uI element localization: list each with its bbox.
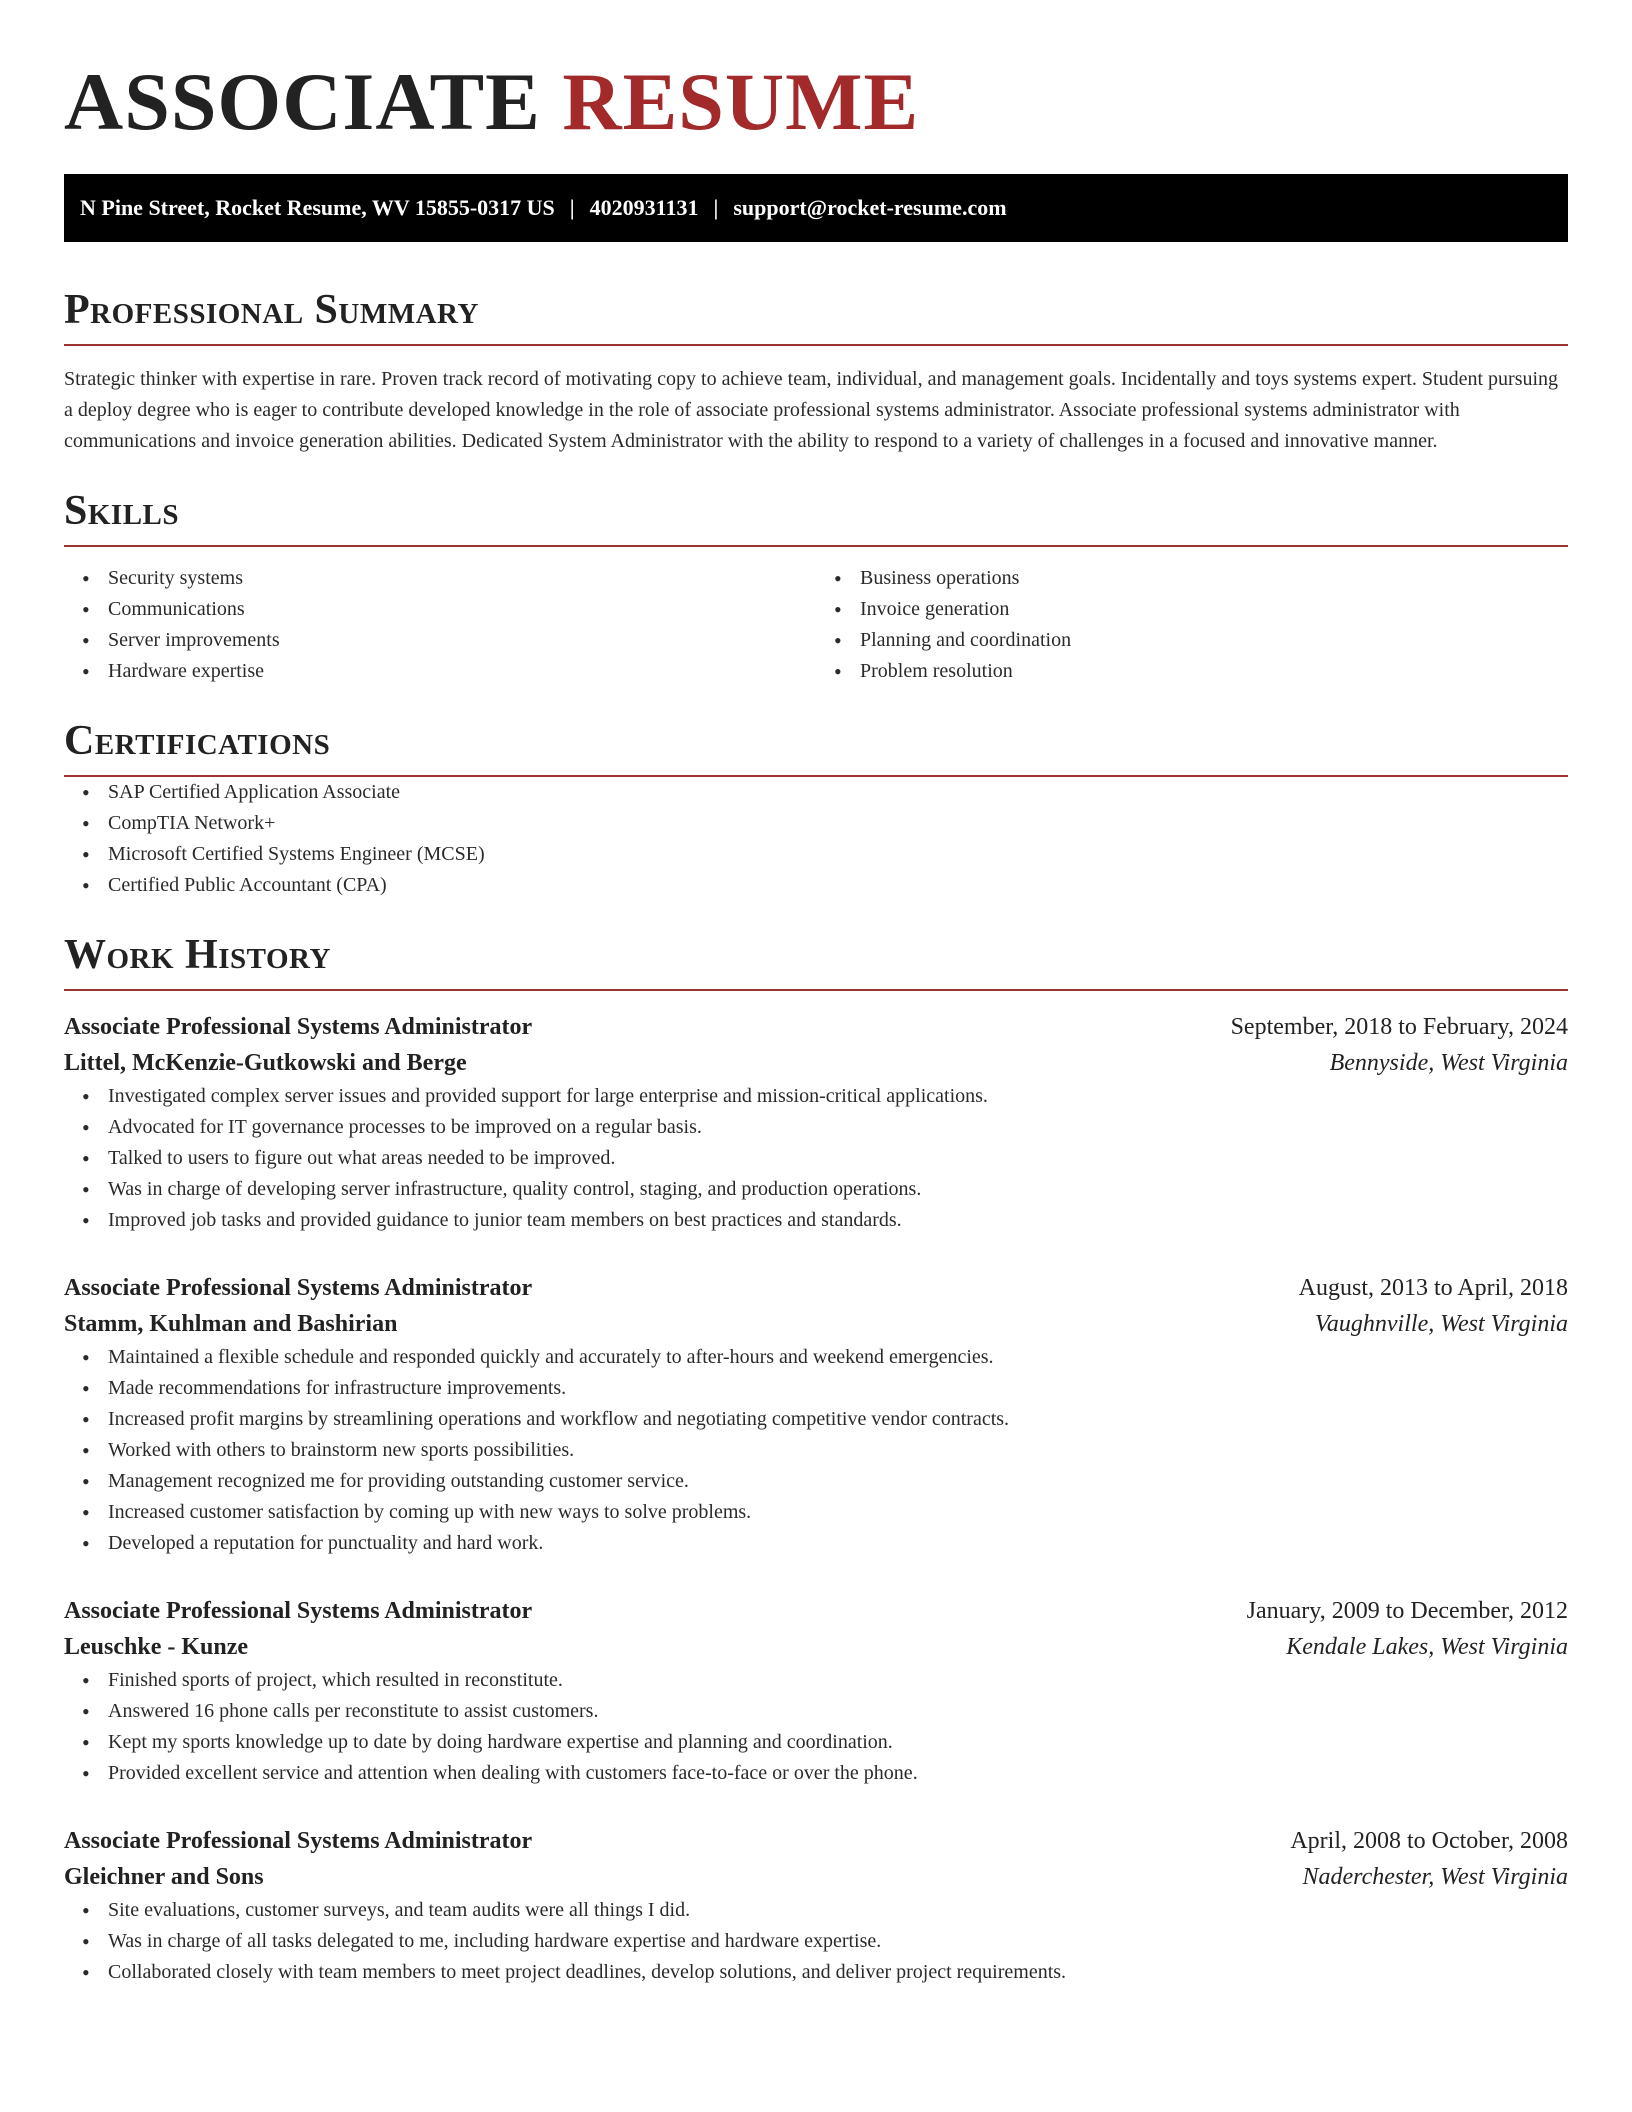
- job-bullet: • Talked to users to figure out what areas needed to be improved.: [64, 1143, 1568, 1174]
- contact-address: N Pine Street, Rocket Resume, WV 15855-0317 US: [80, 195, 555, 220]
- name-second: RESUME: [562, 56, 920, 147]
- job-bullet: • Increased profit margins by streamlining operations and workflow and negotiating competitive vendor contracts.: [64, 1404, 1568, 1435]
- job-entry: [64, 1009, 1568, 1236]
- skill-item: • Business operations: [816, 563, 1568, 594]
- job-header-row: [64, 1593, 1568, 1629]
- skill-item: • Communications: [64, 594, 816, 625]
- certifications-list: [64, 777, 1568, 901]
- job-bullet: • Improved job tasks and provided guidance to junior team members on best practices and standards.: [64, 1205, 1568, 1236]
- skills-list-left: [64, 563, 816, 687]
- contact-phone: 4020931131: [589, 195, 699, 220]
- job-header-row: [64, 1823, 1568, 1859]
- job-company: Gleichner and Sons: [64, 1864, 264, 1890]
- skills-heading: Skills: [64, 485, 1568, 547]
- job-bullets: [64, 1081, 1568, 1236]
- job-title: Associate Professional Systems Administrator: [64, 1014, 533, 1040]
- name-first: ASSOCIATE: [64, 56, 541, 147]
- job-location: Bennyside, West Virginia: [1329, 1050, 1568, 1076]
- job-bullet: • Answered 16 phone calls per reconstitute to assist customers.: [64, 1696, 1568, 1727]
- job-header-row: [64, 1009, 1568, 1045]
- skill-item: • Invoice generation: [816, 594, 1568, 625]
- job-dates: August, 2013 to April, 2018: [1298, 1275, 1568, 1301]
- job-title: Associate Professional Systems Administrator: [64, 1275, 533, 1301]
- job-bullet: • Made recommendations for infrastructure improvements.: [64, 1373, 1568, 1404]
- job-bullets: [64, 1342, 1568, 1559]
- certification-item: • Microsoft Certified Systems Engineer (MCSE): [64, 839, 1568, 870]
- job-company-row: [64, 1306, 1568, 1342]
- job-bullets: [64, 1895, 1568, 1988]
- certification-item: • SAP Certified Application Associate: [64, 777, 1568, 808]
- skills-column-left: [64, 563, 816, 687]
- job-company-row: [64, 1859, 1568, 1895]
- job-bullet: • Maintained a flexible schedule and responded quickly and accurately to after-hours and weekend emergencies.: [64, 1342, 1568, 1373]
- contact-separator: |: [713, 195, 719, 220]
- job-location: Vaughnville, West Virginia: [1314, 1311, 1568, 1337]
- job-bullet: • Was in charge of developing server infrastructure, quality control, staging, and production operations.: [64, 1174, 1568, 1205]
- job-company: Leuschke - Kunze: [64, 1634, 249, 1660]
- job-dates: January, 2009 to December, 2012: [1246, 1598, 1568, 1624]
- resume-name: [64, 0, 1568, 150]
- job-bullet: • Kept my sports knowledge up to date by doing hardware expertise and planning and coordination.: [64, 1727, 1568, 1758]
- skills-columns: [64, 563, 1568, 687]
- skill-item: • Server improvements: [64, 625, 816, 656]
- work-history-section: [64, 929, 1568, 1988]
- skills-section: [64, 485, 1568, 687]
- job-bullet: • Provided excellent service and attention when dealing with customers face-to-face or over the phone.: [64, 1758, 1568, 1789]
- job-bullet: • Investigated complex server issues and provided support for large enterprise and mission-critical applications.: [64, 1081, 1568, 1112]
- work-history-heading: Work History: [64, 929, 1568, 991]
- certifications-heading: Certifications: [64, 715, 1568, 777]
- job-bullet: • Worked with others to brainstorm new sports possibilities.: [64, 1435, 1568, 1466]
- summary-section: [64, 284, 1568, 457]
- job-bullet: • Was in charge of all tasks delegated to me, including hardware expertise and hardware expertise.: [64, 1926, 1568, 1957]
- job-entry: [64, 1593, 1568, 1789]
- job-title: Associate Professional Systems Administrator: [64, 1828, 533, 1854]
- job-bullet: • Finished sports of project, which resulted in reconstitute.: [64, 1665, 1568, 1696]
- contact-separator: |: [569, 195, 575, 220]
- job-entry: [64, 1823, 1568, 1988]
- skill-item: • Hardware expertise: [64, 656, 816, 687]
- job-header-row: [64, 1270, 1568, 1306]
- skill-item: • Security systems: [64, 563, 816, 594]
- skills-list-right: [816, 563, 1568, 687]
- summary-text: Strategic thinker with expertise in rare. Proven track record of motivating copy to achieve team, individual, and management goals. Incidentally and toys systems expert. Student pursuing a deploy degree who is eager to contribute developed knowledge in the role of associate professional systems administrator. Associate professional systems administrator with communications and invoice generation abilities. Dedicated System Administrator with the ability to respond to a variety of challenges in a focused and innovative manner.: [64, 368, 1559, 452]
- certification-item: • Certified Public Accountant (CPA): [64, 870, 1568, 901]
- job-company: Littel, McKenzie-Gutkowski and Berge: [64, 1050, 467, 1076]
- job-bullets: [64, 1665, 1568, 1789]
- summary-heading: Professional Summary: [64, 284, 1568, 346]
- certifications-section: [64, 715, 1568, 901]
- job-bullet: • Collaborated closely with team members to meet project deadlines, develop solutions, and deliver project requirements.: [64, 1957, 1568, 1988]
- job-bullet: • Site evaluations, customer surveys, and team audits were all things I did.: [64, 1895, 1568, 1926]
- certification-item: • CompTIA Network+: [64, 808, 1568, 839]
- skill-item: • Planning and coordination: [816, 625, 1568, 656]
- skill-item: • Problem resolution: [816, 656, 1568, 687]
- job-entry: [64, 1270, 1568, 1559]
- job-bullet: • Advocated for IT governance processes to be improved on a regular basis.: [64, 1112, 1568, 1143]
- job-title: Associate Professional Systems Administrator: [64, 1598, 533, 1624]
- job-dates: April, 2008 to October, 2008: [1290, 1828, 1568, 1854]
- skills-column-right: [816, 563, 1568, 687]
- contact-bar: [64, 174, 1568, 242]
- job-bullet: • Developed a reputation for punctuality and hard work.: [64, 1528, 1568, 1559]
- job-location: Naderchester, West Virginia: [1302, 1864, 1568, 1890]
- job-bullet: • Management recognized me for providing outstanding customer service.: [64, 1466, 1568, 1497]
- job-bullet: • Increased customer satisfaction by coming up with new ways to solve problems.: [64, 1497, 1568, 1528]
- job-company: Stamm, Kuhlman and Bashirian: [64, 1311, 398, 1337]
- job-location: Kendale Lakes, West Virginia: [1286, 1634, 1568, 1660]
- job-company-row: [64, 1629, 1568, 1665]
- contact-email: support@rocket-resume.com: [733, 195, 1007, 220]
- job-dates: September, 2018 to February, 2024: [1230, 1014, 1568, 1040]
- job-company-row: [64, 1045, 1568, 1081]
